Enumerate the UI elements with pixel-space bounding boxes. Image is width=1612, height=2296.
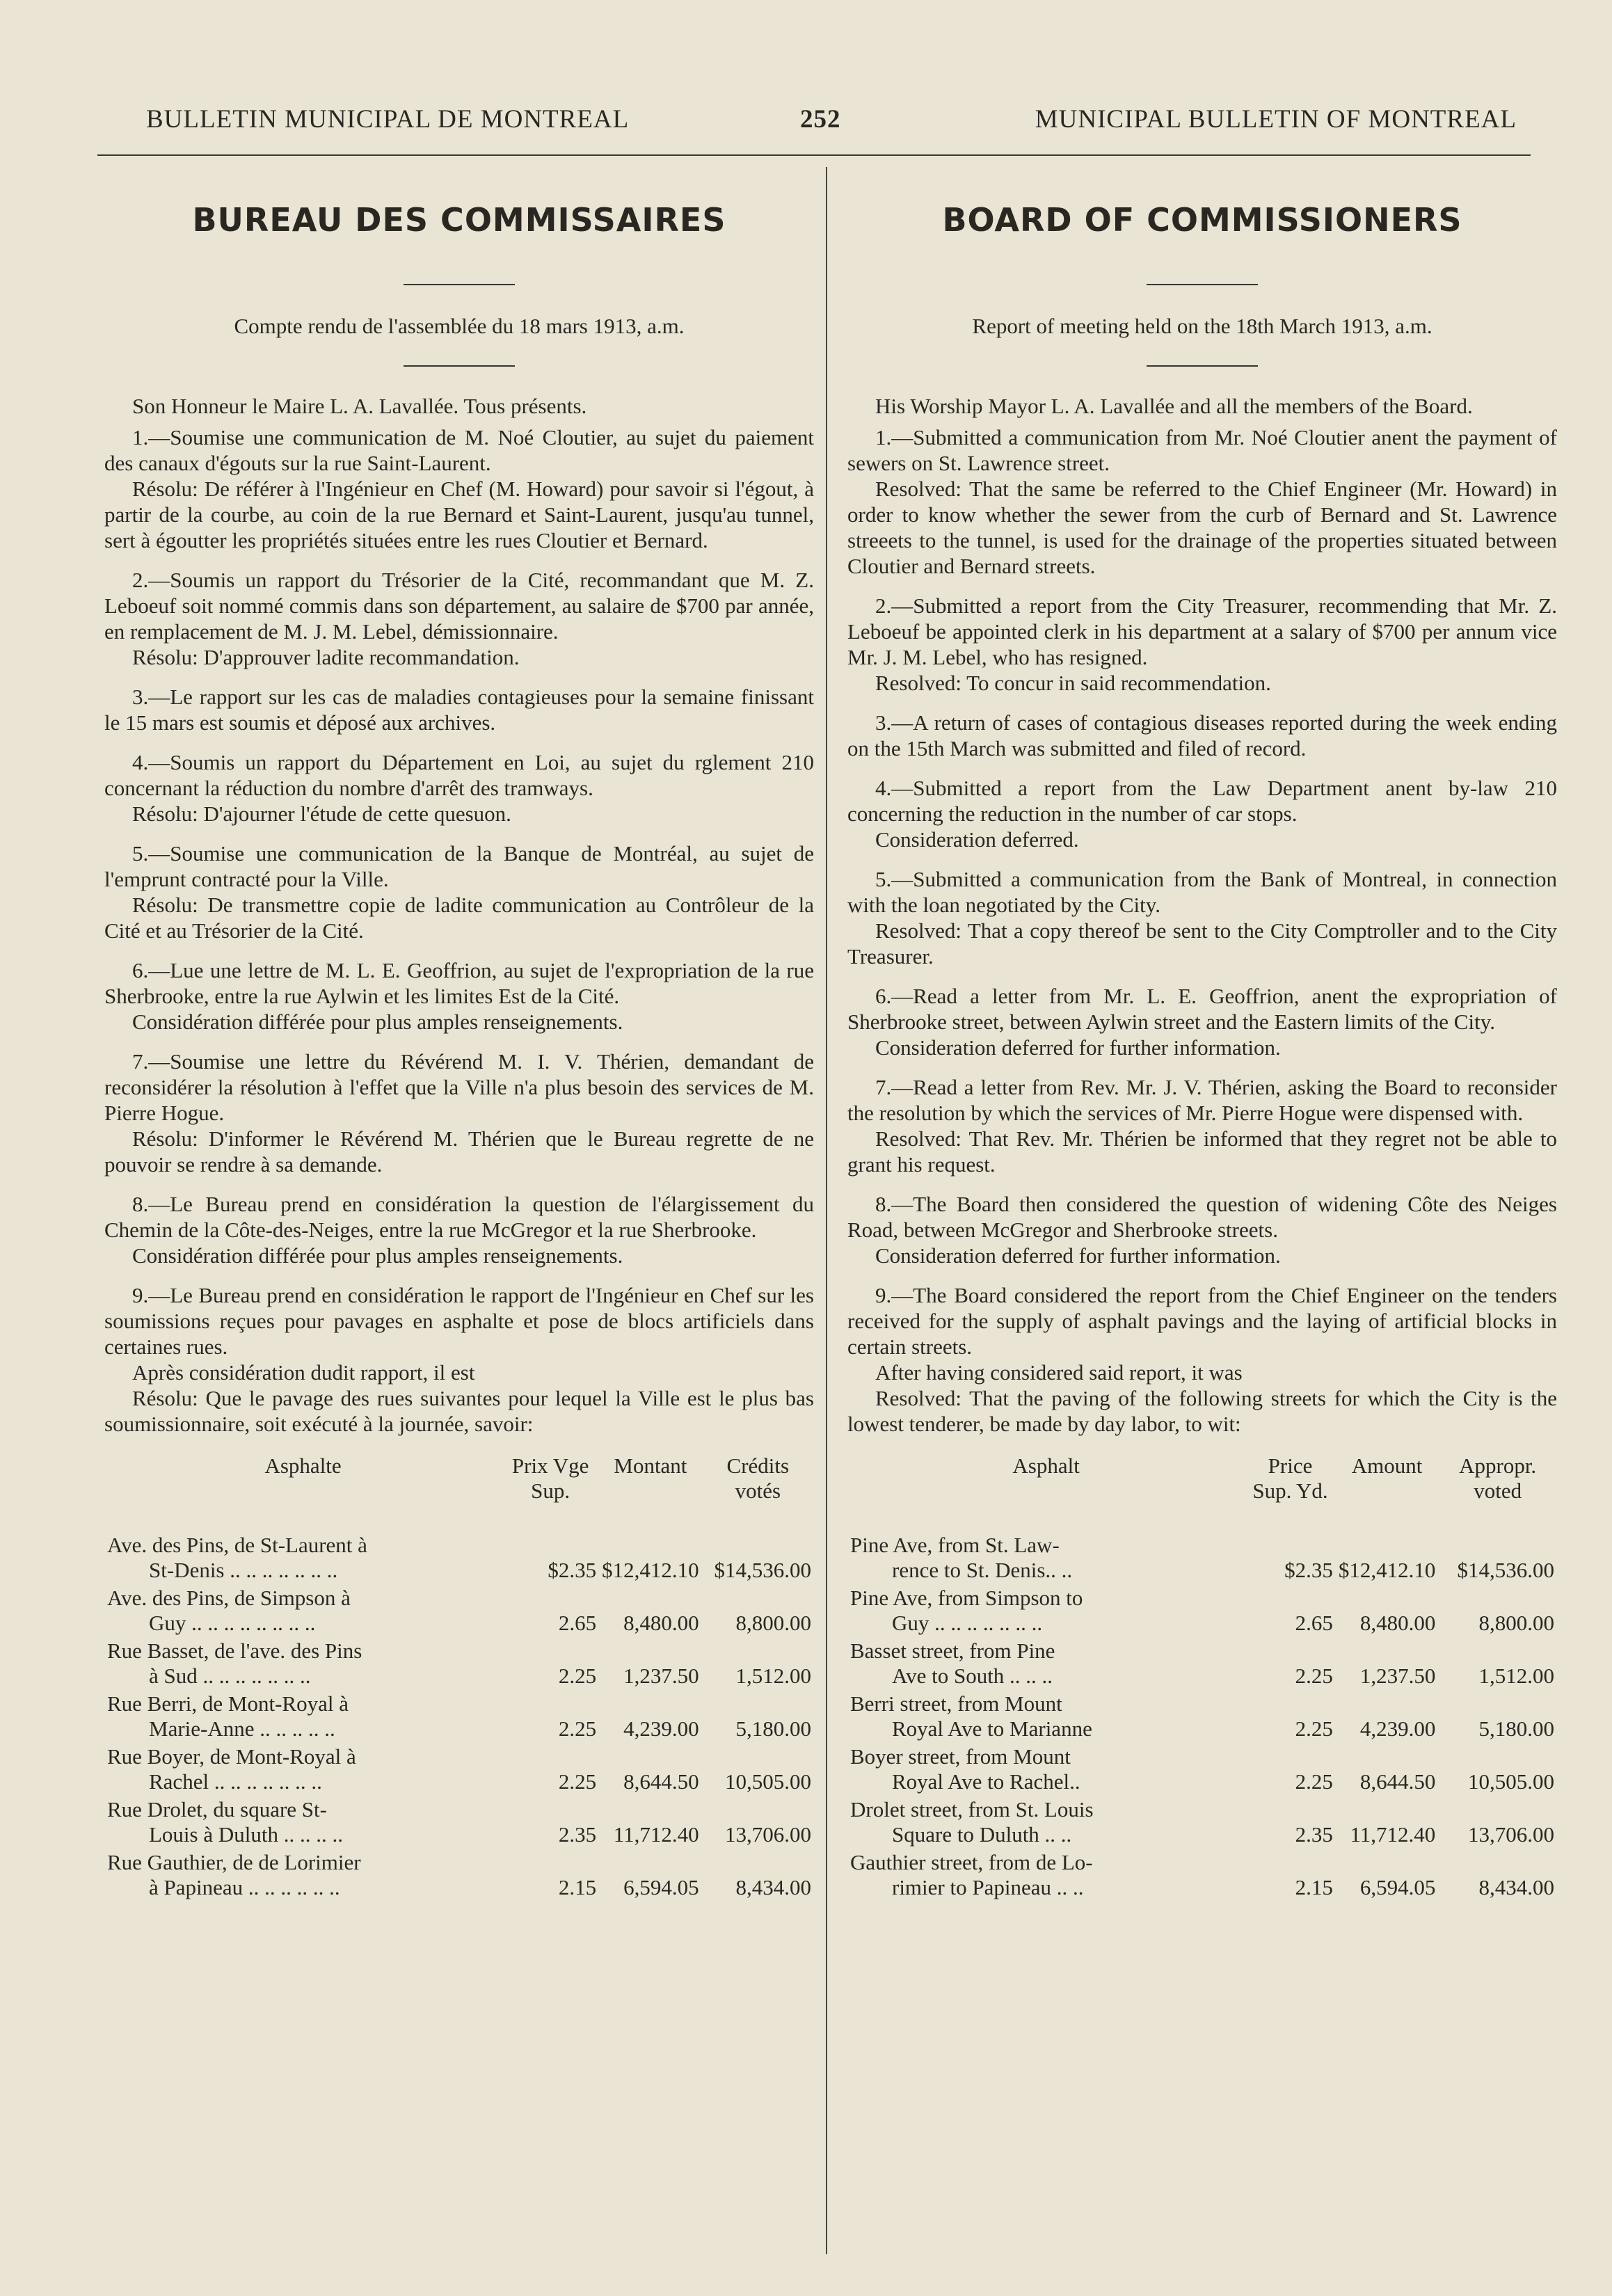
price-cell: 2.35 xyxy=(1295,1822,1333,1847)
english-meeting-heading: Report of meeting held on the 18th March 1913, a.m. xyxy=(972,314,1433,338)
item-spacer xyxy=(847,852,1557,866)
resolution-text: Resolved: That a copy thereof be sent to the City Comptroller and to the City Treasurer. xyxy=(847,918,1557,968)
resolution-text: Résolu: D'informer le Révérend M. Thérien que le Bureau regrette de ne pouvoir se rendre à sa demande. xyxy=(104,1126,814,1177)
resolution-text: Considération différée pour plus amples renseignements. xyxy=(132,1010,623,1034)
agenda-item: 8.—The Board then considered the question of widening Côte des Neiges Road, between McGregor and Sherbrooke streets. xyxy=(847,1192,1557,1242)
running-header xyxy=(97,104,1517,139)
resolution-text: Resolved: That the same be referred to the Chief Engineer (Mr. Howard) in order to know whether the sewer from the curb of Bernard and St. Lawrence streeets to the tunnel, is used for the drainage of the properties situated between Cloutier and Bernard streets. xyxy=(847,477,1557,578)
street-name-line: Drolet street, from St. Louis xyxy=(850,1797,1094,1821)
street-name-line: St-Denis .. .. .. .. .. .. .. xyxy=(149,1558,338,1582)
amount-cell: 8,480.00 xyxy=(623,1611,699,1635)
resolution-text: Résolu: De référer à l'Ingénieur en Chef (M. Howard) pour savoir si l'égout, à partir de la courbe, au coin de la rue Bernard et Saint-Laurent, jusqu'au tunnel, sert à égoutter les propriétés situées entre les rues Cloutier et Bernard. xyxy=(104,477,814,552)
resolution-text: Resolved: That Rev. Mr. Thérien be informed that they regret not be able to grant his request. xyxy=(847,1126,1557,1177)
agenda-item: 4.—Submitted a report from the Law Department anent by-law 210 concerning the reduction in the number of car stops. xyxy=(847,776,1557,826)
amount-cell: 6,594.05 xyxy=(1359,1875,1436,1899)
street-name-line: Pine Ave, from St. Law- xyxy=(850,1533,1060,1557)
item-spacer xyxy=(847,696,1557,710)
street-cell xyxy=(104,1849,502,1902)
resolution-text: Résolu: D'approuver ladite recommandation. xyxy=(132,645,520,669)
amount-cell: $12,412.10 xyxy=(1338,1558,1436,1582)
credits-cell: 8,800.00 xyxy=(735,1611,811,1635)
col-header-street: Asphalte xyxy=(264,1453,342,1478)
col-header-price: Prix Vge Sup. xyxy=(511,1453,589,1503)
table-row xyxy=(104,1584,814,1637)
resolution-text: Resolved: That the paving of the following streets for which the City is the lowest tenderer, be made by day labor, to wit: xyxy=(847,1386,1557,1436)
table-row xyxy=(847,1531,1557,1584)
english-column xyxy=(847,202,1557,1902)
credits-cell: 8,434.00 xyxy=(1478,1875,1554,1899)
table-row xyxy=(104,1637,814,1690)
agenda-item: 1.—Soumise une communication de M. Noé Cloutier, au sujet du paiement des canaux d'égouts sur la rue Saint-Laurent. xyxy=(104,425,814,475)
resolution-text: Résolu: Que le pavage des rues suivantes pour lequel la Ville est le plus bas soumissionnaire, soit exécuté à la journée, savoir: xyxy=(104,1386,814,1436)
title-rule xyxy=(1147,284,1258,285)
amount-cell: 4,239.00 xyxy=(1359,1716,1436,1741)
table-row xyxy=(847,1849,1557,1902)
resolution-text: Considération différée pour plus amples renseignements. xyxy=(132,1243,623,1268)
credits-cell: $14,536.00 xyxy=(714,1558,811,1582)
street-name-line: Ave. des Pins, de St-Laurent à xyxy=(107,1533,367,1557)
col-header-credits: Crédits votés xyxy=(726,1453,790,1503)
street-name-line: rimier to Papineau .. .. xyxy=(892,1875,1084,1899)
item-spacer xyxy=(104,1035,814,1049)
price-cell: 2.65 xyxy=(1295,1611,1333,1635)
table-row xyxy=(847,1637,1557,1690)
price-cell: 2.25 xyxy=(1295,1664,1333,1688)
street-cell xyxy=(847,1637,1245,1690)
table-row xyxy=(847,1796,1557,1849)
english-paving-table xyxy=(847,1453,1557,1902)
french-paving-table xyxy=(104,1453,814,1902)
street-name-line: Basset street, from Pine xyxy=(850,1639,1055,1663)
resolution-text: Consideration deferred for further information. xyxy=(875,1243,1281,1268)
table-row xyxy=(104,1849,814,1902)
french-section-title: BUREAU DES COMMISSAIRES xyxy=(192,201,726,239)
header-rule xyxy=(97,154,1531,156)
table-row xyxy=(104,1690,814,1743)
agenda-item: 3.—Le rapport sur les cas de maladies contagieuses pour la semaine finissant le 15 mars est soumis et déposé aux archives. xyxy=(104,685,814,735)
street-name-line: Rachel .. .. .. .. .. .. .. xyxy=(149,1769,322,1794)
table-row xyxy=(847,1690,1557,1743)
table-row xyxy=(847,1743,1557,1796)
street-name-line: Rue Boyer, de Mont-Royal à xyxy=(107,1744,356,1769)
street-name-line: Ave to South .. .. .. xyxy=(892,1664,1053,1688)
street-cell xyxy=(847,1584,1245,1637)
street-cell xyxy=(104,1637,502,1690)
amount-cell: 1,237.50 xyxy=(623,1664,699,1688)
amount-cell: 6,594.05 xyxy=(623,1875,699,1899)
col-header-price: Price Sup. Yd. xyxy=(1252,1453,1328,1503)
page-number: 252 xyxy=(800,105,841,134)
credits-cell: 10,505.00 xyxy=(1468,1769,1554,1794)
table-row xyxy=(104,1743,814,1796)
english-attendance: His Worship Mayor L. A. Lavallée and all the members of the Board. xyxy=(875,394,1473,418)
resolution-text: Consideration deferred for further information. xyxy=(875,1035,1281,1060)
amount-cell: 8,644.50 xyxy=(1359,1769,1436,1794)
street-name-line: Ave. des Pins, de Simpson à xyxy=(107,1586,351,1610)
column-divider xyxy=(826,167,827,2254)
street-name-line: Louis à Duluth .. .. .. .. xyxy=(149,1822,343,1847)
street-name-line: Pine Ave, from Simpson to xyxy=(850,1586,1083,1610)
price-cell: $2.35 xyxy=(548,1558,597,1582)
street-name-line: Gauthier street, from de Lo- xyxy=(850,1850,1093,1874)
table-row xyxy=(104,1531,814,1584)
street-name-line: Square to Duluth .. .. xyxy=(892,1822,1072,1847)
french-items xyxy=(104,424,814,1437)
price-cell: 2.15 xyxy=(558,1875,597,1899)
agenda-item: 7.—Soumise une lettre du Révérend M. I. V. Thérien, demandant de reconsidérer la résolution à l'effet que la Ville n'a plus besoin des services de M. Pierre Hogue. xyxy=(104,1049,814,1125)
street-name-line: Rue Basset, de l'ave. des Pins xyxy=(107,1639,362,1663)
price-cell: 2.65 xyxy=(558,1611,597,1635)
credits-cell: 10,505.00 xyxy=(725,1769,811,1794)
title-rule xyxy=(404,284,515,285)
amount-cell: 4,239.00 xyxy=(623,1716,699,1741)
credits-cell: 8,800.00 xyxy=(1478,1611,1554,1635)
agenda-item: 3.—A return of cases of contagious diseases reported during the week ending on the 15th March was submitted and filed of record. xyxy=(847,710,1557,760)
table-header-row xyxy=(847,1453,1557,1531)
street-cell xyxy=(104,1690,502,1743)
french-column xyxy=(104,202,814,1902)
agenda-item: 6.—Read a letter from Mr. L. E. Geoffrion, anent the expropriation of Sherbrooke street, between Aylwin street and the Eastern limits of the City. xyxy=(847,984,1557,1034)
agenda-item: 9.—The Board considered the report from the Chief Engineer on the tenders received for the supply of asphalt pavings and the laying of artificial blocks in certain streets. xyxy=(847,1283,1557,1359)
price-cell: 2.25 xyxy=(1295,1769,1333,1794)
street-cell xyxy=(847,1849,1245,1902)
french-attendance: Son Honneur le Maire L. A. Lavallée. Tous présents. xyxy=(132,394,587,418)
table-row xyxy=(104,1796,814,1849)
price-cell: 2.25 xyxy=(558,1664,597,1688)
street-cell xyxy=(847,1796,1245,1849)
col-header-amount: Montant xyxy=(614,1453,687,1478)
resolution-text: Consideration deferred. xyxy=(875,827,1079,852)
credits-cell: 1,512.00 xyxy=(735,1664,811,1688)
price-cell: 2.15 xyxy=(1295,1875,1333,1899)
credits-cell: $14,536.00 xyxy=(1457,1558,1554,1582)
item-spacer xyxy=(104,1268,814,1282)
street-name-line: Boyer street, from Mount xyxy=(850,1744,1071,1769)
amount-cell: 11,712.40 xyxy=(1350,1822,1436,1847)
street-name-line: à Sud .. .. .. .. .. .. .. xyxy=(149,1664,311,1688)
street-cell xyxy=(104,1584,502,1637)
price-cell: 2.25 xyxy=(558,1769,597,1794)
street-name-line: Royal Ave to Marianne xyxy=(892,1716,1092,1741)
agenda-item: 9.—Le Bureau prend en considération le rapport de l'Ingénieur en Chef sur les soumissions reçues pour pavages en asphalte et pose de blocs artificiels dans certaines rues. xyxy=(104,1283,814,1359)
credits-cell: 5,180.00 xyxy=(1478,1716,1554,1741)
amount-cell: 8,644.50 xyxy=(623,1769,699,1794)
item-spacer xyxy=(847,579,1557,593)
street-name-line: Rue Gauthier, de de Lorimier xyxy=(107,1850,361,1874)
col-header-amount: Amount xyxy=(1351,1453,1423,1478)
street-cell xyxy=(104,1796,502,1849)
item-spacer xyxy=(104,553,814,567)
street-cell xyxy=(847,1743,1245,1796)
price-cell: $2.35 xyxy=(1284,1558,1333,1582)
table-row xyxy=(847,1584,1557,1637)
item-spacer xyxy=(847,761,1557,775)
item-spacer xyxy=(847,1268,1557,1282)
agenda-item: 2.—Soumis un rapport du Trésorier de la Cité, recommandant que M. Z. Leboeuf soit nommé commis dans son département, au salaire de $700 par année, en remplacement de M. J. M. Lebel, démissionnaire. xyxy=(104,568,814,644)
amount-cell: 11,712.40 xyxy=(613,1822,699,1847)
resolution-text: After having considered said report, it was xyxy=(875,1360,1243,1385)
street-name-line: à Papineau .. .. .. .. .. .. xyxy=(149,1875,340,1899)
agenda-item: 6.—Lue une lettre de M. L. E. Geoffrion, au sujet de l'expropriation de la rue Sherbrooke, entre la rue Aylwin et les limites Est de la Cité. xyxy=(104,958,814,1008)
amount-cell: 8,480.00 xyxy=(1359,1611,1436,1635)
col-header-street: Asphalt xyxy=(1012,1453,1080,1478)
header-title-fr: BULLETIN MUNICIPAL DE MONTREAL xyxy=(146,105,630,134)
english-items xyxy=(847,424,1557,1437)
credits-cell: 1,512.00 xyxy=(1478,1664,1554,1688)
item-spacer xyxy=(104,943,814,957)
price-cell: 2.25 xyxy=(558,1716,597,1741)
item-spacer xyxy=(847,969,1557,983)
credits-cell: 8,434.00 xyxy=(735,1875,811,1899)
resolution-text: Résolu: D'ajourner l'étude de cette quesuon. xyxy=(132,802,511,826)
amount-cell: 1,237.50 xyxy=(1359,1664,1436,1688)
street-cell xyxy=(104,1531,502,1584)
street-name-line: Berri street, from Mount xyxy=(850,1691,1062,1716)
street-name-line: Guy .. .. .. .. .. .. .. .. xyxy=(149,1611,316,1635)
agenda-item: 7.—Read a letter from Rev. Mr. J. V. Thérien, asking the Board to reconsider the resolution by which the services of Mr. Pierre Hogue were dispensed with. xyxy=(847,1075,1557,1125)
header-title-en: MUNICIPAL BULLETIN OF MONTREAL xyxy=(1035,105,1517,134)
table-header-row xyxy=(104,1453,814,1531)
price-cell: 2.25 xyxy=(1295,1716,1333,1741)
street-name-line: Guy .. .. .. .. .. .. .. xyxy=(892,1611,1043,1635)
street-cell xyxy=(104,1743,502,1796)
street-name-line: Rue Berri, de Mont-Royal à xyxy=(107,1691,349,1716)
street-name-line: rence to St. Denis.. .. xyxy=(892,1558,1073,1582)
agenda-item: 5.—Submitted a communication from the Bank of Montreal, in connection with the loan negotiated by the City. xyxy=(847,867,1557,917)
agenda-item: 1.—Submitted a communication from Mr. Noé Cloutier anent the payment of sewers on St. Lawrence street. xyxy=(847,425,1557,475)
item-spacer xyxy=(104,670,814,684)
agenda-item: 8.—Le Bureau prend en considération la question de l'élargissement du Chemin de la Côte-des-Neiges, entre la rue McGregor et la rue Sherbrooke. xyxy=(104,1192,814,1242)
item-spacer xyxy=(104,827,814,840)
agenda-item: 2.—Submitted a report from the City Treasurer, recommending that Mr. Z. Leboeuf be appointed clerk in his department at a salary of $700 per annum vice Mr. J. M. Lebel, who has resigned. xyxy=(847,593,1557,669)
col-header-credits: Appropr. voted xyxy=(1459,1453,1537,1503)
street-cell xyxy=(847,1531,1245,1584)
credits-cell: 5,180.00 xyxy=(735,1716,811,1741)
amount-cell: $12,412.10 xyxy=(602,1558,699,1582)
resolution-text: Resolved: To concur in said recommendation. xyxy=(875,671,1271,695)
street-name-line: Royal Ave to Rachel.. xyxy=(892,1769,1080,1794)
french-meeting-heading: Compte rendu de l'assemblée du 18 mars 1913, a.m. xyxy=(234,314,685,338)
item-spacer xyxy=(847,1177,1557,1191)
item-spacer xyxy=(104,735,814,749)
english-section-title: BOARD OF COMMISSIONERS xyxy=(942,201,1462,239)
agenda-item: 4.—Soumis un rapport du Département en Loi, au sujet du rglement 210 concernant la réduction du nombre d'arrêt des tramways. xyxy=(104,750,814,800)
price-cell: 2.35 xyxy=(558,1822,597,1847)
credits-cell: 13,706.00 xyxy=(1468,1822,1554,1847)
resolution-text: Après considération dudit rapport, il est xyxy=(132,1360,475,1385)
credits-cell: 13,706.00 xyxy=(725,1822,811,1847)
item-spacer xyxy=(104,1177,814,1191)
street-name-line: Marie-Anne .. .. .. .. .. xyxy=(149,1716,335,1741)
street-cell xyxy=(847,1690,1245,1743)
street-name-line: Rue Drolet, du square St- xyxy=(107,1797,327,1821)
resolution-text: Résolu: De transmettre copie de ladite communication au Contrôleur de la Cité et au Trésorier de la Cité. xyxy=(104,893,814,943)
agenda-item: 5.—Soumise une communication de la Banque de Montréal, au sujet de l'emprunt contracté pour la Ville. xyxy=(104,841,814,891)
item-spacer xyxy=(847,1060,1557,1074)
